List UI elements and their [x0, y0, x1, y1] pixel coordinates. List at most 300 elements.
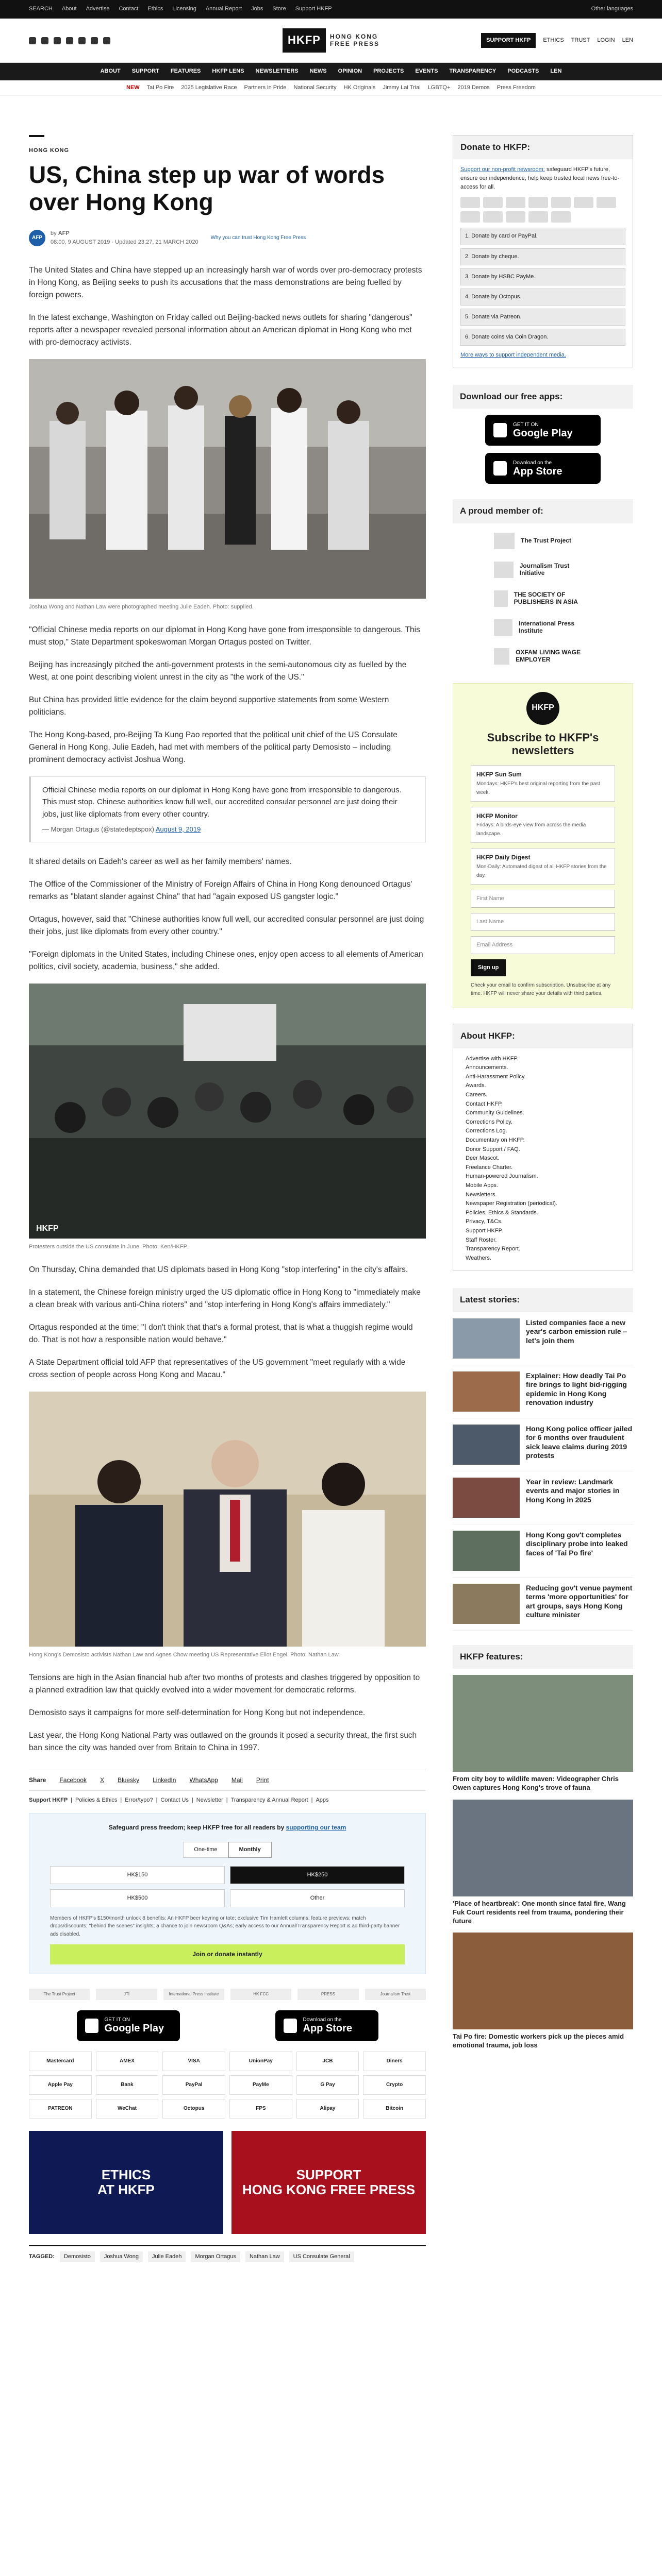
about-link[interactable]: Corrections Log.: [466, 1128, 507, 1134]
tag[interactable]: Julie Eadeh: [148, 2251, 186, 2262]
member-name: International Press Institute: [518, 620, 574, 634]
partner-logo[interactable]: HK FCC: [230, 1989, 291, 2000]
youtube-icon[interactable]: [66, 37, 73, 44]
feature-title: Tai Po fire: Domestic workers pick up the pieces amid emotional trauma, job loss: [453, 2032, 624, 2049]
google-play-small: GET IT ON: [513, 421, 539, 428]
link-support[interactable]: Support HKFP: [29, 1797, 68, 1804]
nav-lens[interactable]: HKFP LENS: [212, 68, 244, 75]
separator: |: [226, 1797, 228, 1804]
header-link-ethics[interactable]: ETHICS: [543, 37, 564, 43]
photo-consulate-protest: [29, 984, 426, 1239]
top-link-support[interactable]: Support HKFP: [295, 6, 332, 12]
trending-item[interactable]: National Security: [293, 84, 337, 91]
x-icon[interactable]: [41, 37, 48, 44]
newsletter-desc: Mon-Daily: Automated digest of all HKFP stories from the day.: [476, 864, 607, 879]
payment-logo: Bank: [96, 2075, 159, 2095]
google-play-small: GET IT ON: [104, 2017, 130, 2023]
member-logo[interactable]: [453, 530, 633, 552]
donate-widget: [453, 135, 633, 367]
nav-podcasts[interactable]: PODCASTS: [507, 68, 539, 75]
card-logo: [483, 211, 503, 223]
about-link[interactable]: Policies, Ethics & Standards.: [466, 1209, 538, 1216]
app-store-label: App Store: [303, 2023, 353, 2035]
share-facebook[interactable]: Facebook: [59, 1776, 87, 1784]
sidebar-google-play[interactable]: [485, 415, 601, 446]
share-label: Share: [29, 1776, 46, 1784]
separator: |: [156, 1797, 158, 1804]
paragraph: But China has provided little evidence for the claim beyond supportive statements from some Western politicians.: [29, 696, 389, 717]
about-link[interactable]: Contact HKFP.: [466, 1100, 503, 1107]
member-widget-title: A proud member of:: [453, 499, 633, 523]
linkedin-icon[interactable]: [78, 37, 86, 44]
share-bluesky[interactable]: Bluesky: [118, 1776, 140, 1784]
paragraph: The Office of the Commissioner of the Ministry of Foreign Affairs of China in Hong Kong denounced Ortagus' remarks as "blatant slander against China" that had "again exposed US gangster logic.": [29, 880, 412, 902]
paragraph: "Official Chinese media reports on our diplomat in Hong Kong have gone from irresponsible to dangerous. This must stop," State Department spokeswoman Morgan Ortagus posted on Twitter.: [29, 625, 420, 647]
story-item[interactable]: [453, 1584, 633, 1631]
story-title: Year in review: Landmark events and major stories in Hong Kong in 2025: [526, 1477, 620, 1504]
story-thumbnail: [453, 1478, 520, 1518]
member-name: Journalism Trust Initiative: [519, 562, 570, 577]
card-logo: [551, 211, 571, 223]
header-link-lens[interactable]: LEN: [622, 37, 633, 43]
member-logo[interactable]: [453, 645, 633, 668]
story-thumbnail: [453, 1584, 520, 1624]
trending-item[interactable]: Press Freedom: [496, 84, 536, 91]
story-thumbnail: [453, 1371, 520, 1412]
newsletter-desc: Mondays: HKFP's best original reporting from the past week.: [476, 781, 600, 795]
payment-methods: [29, 2052, 426, 2119]
share-mail[interactable]: Mail: [231, 1776, 243, 1784]
feature-thumbnail: [453, 1800, 633, 1896]
about-link[interactable]: Newsletters.: [466, 1191, 497, 1198]
sidebar: [453, 96, 633, 2057]
photo-engel-meeting: [29, 1392, 426, 1647]
donate-intro-link[interactable]: Support our non-profit newsroom:: [460, 166, 545, 173]
last-name-field[interactable]: Last Name: [471, 913, 615, 931]
card-logo: [528, 197, 548, 208]
partner-logo[interactable]: PRESS: [297, 1989, 358, 2000]
about-link[interactable]: Awards.: [466, 1082, 486, 1089]
about-link[interactable]: Newspaper Registration (periodical).: [466, 1200, 557, 1207]
donate-options: [453, 228, 633, 345]
paragraph: A State Department official told AFP that representatives of the US government "meet regularly with a wide cross section of people across Hong Kong and Macau.": [29, 1358, 406, 1380]
member-name: OXFAM LIVING WAGE EMPLOYER: [516, 649, 581, 663]
freq-monthly[interactable]: Monthly: [228, 1842, 272, 1858]
instagram-icon[interactable]: [54, 37, 61, 44]
donate-box: [29, 1813, 426, 1974]
story-title: Reducing gov't venue payment terms 'more opportunities' for art groups, says Hong Kong culture minister: [526, 1583, 633, 1619]
main-nav: [0, 63, 662, 80]
paragraph: In a statement, the Chinese foreign ministry urged the US diplomatic office in Hong Kong to "immediately make a clean break with various anti-China rioters" and "stop interfering in Hong Kong's affairs immediately.": [29, 1288, 421, 1310]
about-widget: [453, 1024, 633, 1270]
link-newsletter[interactable]: Newsletter: [196, 1797, 223, 1804]
story-thumbnail: [453, 1531, 520, 1571]
separator: |: [191, 1797, 193, 1804]
share-bar: [29, 1770, 426, 1791]
share-x[interactable]: X: [100, 1776, 105, 1784]
partner-logo[interactable]: The Trust Project: [29, 1989, 90, 2000]
member-logo[interactable]: [453, 558, 633, 581]
nav-opinion[interactable]: OPINION: [338, 68, 362, 75]
apps-widget: [453, 385, 633, 484]
top-link-contact[interactable]: Contact: [119, 6, 139, 12]
photo-caption: Protesters outside the US consulate in June. Photo: Ken/HKFP.: [29, 1244, 188, 1250]
top-link-licensing[interactable]: Licensing: [172, 6, 196, 12]
banner-line: AT HKFP: [97, 2181, 155, 2197]
banner-line: SUPPORT: [296, 2167, 361, 2183]
separator: |: [311, 1797, 313, 1804]
story-item[interactable]: [453, 1318, 633, 1365]
about-widget-title: About HKFP:: [453, 1024, 633, 1048]
search-link[interactable]: SEARCH: [29, 6, 53, 12]
payment-logo: PayPal: [162, 2075, 225, 2095]
language-link[interactable]: Other languages: [591, 6, 633, 12]
card-logo: [574, 197, 593, 208]
payment-logo: PATREON: [29, 2099, 92, 2119]
photo-caption: Hong Kong's Demosisto activists Nathan Law and Agnes Chow meeting US Representative Eliot Engel. Photo: Nathan Law.: [29, 1652, 340, 1658]
donate-option[interactable]: 6. Donate coins via Coin Dragon.: [460, 329, 625, 346]
first-name-field[interactable]: First Name: [471, 890, 615, 908]
tag[interactable]: Morgan Ortagus: [191, 2251, 240, 2262]
about-link[interactable]: Mobile Apps.: [466, 1182, 498, 1189]
paragraph: Ortagus, however, said that "Chinese authorities know full well, our accredited consular personnel are just doing their jobs, just like diplomats from every other country.": [29, 915, 424, 937]
article-dates: 08:00, 9 AUGUST 2019 · Updated 23:27, 21 MARCH 2020: [51, 239, 198, 245]
partner-logo[interactable]: Journalism Trust: [365, 1989, 426, 2000]
payment-logo: Bitcoin: [363, 2099, 426, 2119]
app-store-small: Download on the: [303, 2017, 342, 2023]
promo-banners: [29, 2131, 426, 2234]
about-link[interactable]: Transparency Report.: [466, 1246, 520, 1252]
about-link[interactable]: Community Guidelines.: [466, 1110, 524, 1116]
google-play-button[interactable]: [77, 2010, 180, 2041]
tag-list: [29, 2245, 426, 2262]
payment-logo: FPS: [229, 2099, 292, 2119]
story-item[interactable]: [453, 1371, 633, 1418]
email-field[interactable]: Email Address: [471, 936, 615, 954]
tag[interactable]: Nathan Law: [245, 2251, 284, 2262]
card-logo: [506, 197, 525, 208]
ethics-banner[interactable]: [29, 2131, 223, 2234]
logo-box: HKFP: [283, 28, 326, 52]
article: [29, 96, 426, 2262]
card-logo: [460, 211, 480, 223]
share-print[interactable]: Print: [256, 1776, 269, 1784]
top-link-jobs[interactable]: Jobs: [251, 6, 263, 12]
feature-title: From city boy to wildlife maven: Videographer Chris Owen captures Hong Kong's trove of fauna: [453, 1775, 619, 1791]
newsletter-name: HKFP Monitor: [476, 812, 518, 820]
newsletter-logo: HKFP: [526, 692, 559, 725]
newsletter-disclaimer: Check your email to confirm subscription. Unsubscribe at any time. HKFP will never share your details with third parties.: [471, 982, 611, 996]
donate-option[interactable]: 4. Donate by Octopus.: [460, 289, 625, 306]
payment-logo: Apple Pay: [29, 2075, 92, 2095]
separator: |: [120, 1797, 122, 1804]
tag[interactable]: US Consulate General: [289, 2251, 354, 2262]
trending-label: NEW: [126, 84, 140, 91]
header-link-trust[interactable]: TRUST: [571, 37, 590, 43]
paragraph: The United States and China have stepped up an increasingly harsh war of words over pro-democracy protests in Hong Kong, as Beijing seeks to push its accusations that the mass demonstrations are being fuelled by foreign powers.: [29, 265, 422, 299]
amount-option-selected[interactable]: HK$250: [230, 1866, 405, 1884]
logo-line-2: FREE PRESS: [329, 40, 379, 47]
paragraph: In the latest exchange, Washington on Friday called out Beijing-backed news outlets for sharing "dangerous" reports after a newspaper revealed personal information about an American diplomat in Hong Kong who met with pro-democracy activists.: [29, 313, 412, 347]
tag[interactable]: Joshua Wong: [100, 2251, 143, 2262]
join-donate-button[interactable]: Join or donate instantly: [50, 1944, 405, 1964]
partner-logo[interactable]: International Press Institute: [163, 1989, 224, 2000]
about-link[interactable]: Human-powered Journalism.: [466, 1173, 538, 1180]
payment-logo: Octopus: [162, 2099, 225, 2119]
header-link-login[interactable]: LOGIN: [597, 37, 615, 43]
author-name[interactable]: AFP: [58, 230, 70, 236]
top-link-annual-report[interactable]: Annual Report: [205, 6, 242, 12]
member-icon: [494, 619, 512, 636]
amount-options: [50, 1866, 405, 1907]
trending-bar: [0, 80, 662, 96]
nav-projects[interactable]: PROJECTS: [373, 68, 404, 75]
share-whatsapp[interactable]: WhatsApp: [189, 1776, 218, 1784]
donate-head: Safeguard press freedom; keep HKFP free for all readers by: [108, 1824, 285, 1832]
about-link[interactable]: Support HKFP.: [466, 1227, 503, 1234]
latest-stories: [453, 1288, 633, 1630]
tweet-author: — Morgan Ortagus (@statedeptspox): [42, 825, 154, 833]
donate-intro: safeguard HKFP's future, ensure our independence, help keep trusted local news free-to-access for all.: [460, 166, 620, 191]
payment-logo: Crypto: [363, 2075, 426, 2095]
share-linkedin[interactable]: LinkedIn: [153, 1776, 176, 1784]
paragraph: "Foreign diplomats in the United States, including Chinese ones, enjoy open access to all elements of American politics, civil society, academia, business," she added.: [29, 950, 423, 972]
tweet-text: Official Chinese media reports on our diplomat in Hong Kong have gone from irresponsible to dangerous. This must stop. Chinese authorities know full well, our accredited consular personnel are just doing their jobs, just like diplomats from every other country.: [42, 786, 402, 819]
about-link[interactable]: Deer Mascot.: [466, 1155, 500, 1162]
payment-logo: Alipay: [296, 2099, 359, 2119]
about-link[interactable]: Staff Roster.: [466, 1236, 497, 1243]
card-logo: [483, 197, 503, 208]
story-thumbnail: [453, 1425, 520, 1465]
nav-features[interactable]: FEATURES: [170, 68, 201, 75]
payment-logo: JCB: [296, 2052, 359, 2071]
title-rule: [29, 135, 44, 137]
feature-thumbnail: [453, 1933, 633, 2029]
photo-watermark: HKFP: [36, 1224, 59, 1233]
partner-logo[interactable]: JTI: [96, 1989, 157, 2000]
amount-option[interactable]: HK$500: [50, 1889, 225, 1907]
about-link[interactable]: Privacy, T&Cs.: [466, 1218, 503, 1225]
member-icon: [494, 533, 515, 549]
site-header: [0, 19, 662, 63]
photo-activists-meeting: [29, 359, 426, 599]
member-logo[interactable]: [453, 587, 633, 610]
trending-item[interactable]: LGBTQ+: [427, 84, 451, 91]
sidebar-app-store[interactable]: [485, 453, 601, 484]
trending-item[interactable]: Tai Po Fire: [146, 84, 174, 91]
google-play-label: Google Play: [513, 427, 573, 439]
story-item[interactable]: [453, 1425, 633, 1471]
photo-engel-meeting-image: [29, 1392, 426, 1647]
social-icons: [29, 37, 110, 44]
trending-item[interactable]: 2025 Legislative Race: [181, 84, 237, 91]
feature-item[interactable]: [453, 1800, 633, 1926]
byline-by: by: [51, 230, 57, 236]
story-title: Hong Kong gov't completes disciplinary probe into leaked faces of 'Tai Po fire': [526, 1530, 628, 1557]
payment-logo: UnionPay: [229, 2052, 292, 2071]
partner-logos: [29, 1989, 426, 2000]
story-item[interactable]: [453, 1531, 633, 1578]
member-widget: [453, 499, 633, 667]
nav-news[interactable]: NEWS: [309, 68, 327, 75]
tweet-date-link[interactable]: August 9, 2019: [155, 825, 201, 833]
about-link[interactable]: Advertise with HKFP.: [466, 1055, 519, 1062]
app-buttons: [29, 2010, 426, 2041]
about-link[interactable]: Donor Support / FAQ.: [466, 1146, 520, 1153]
about-link[interactable]: Documentary on HKFP.: [466, 1137, 525, 1144]
threads-icon[interactable]: [91, 37, 98, 44]
byline: [29, 229, 426, 247]
link-error[interactable]: Error/typo?: [125, 1797, 153, 1804]
card-logo: [506, 211, 525, 223]
story-title: Listed companies face a new year's carbon emission rule – let's join them: [526, 1318, 627, 1345]
story-item[interactable]: [453, 1478, 633, 1524]
amount-option-other[interactable]: Other: [230, 1889, 405, 1907]
apps-widget-title: Download our free apps:: [453, 385, 633, 409]
feature-thumbnail: [453, 1675, 633, 1772]
newsletter-desc: Fridays: A birds-eye view from across the media landscape.: [476, 822, 586, 837]
nav-newsletters[interactable]: NEWSLETTERS: [255, 68, 299, 75]
app-store-label: App Store: [513, 465, 562, 477]
paragraph: Tensions are high in the Asian financial hub after two months of protests and clashes triggered by opposition to a planned extradition law that quickly evolved into a wider movement for democratic reforms.: [29, 1673, 420, 1695]
article-title: US, China step up war of words over Hong Kong: [29, 161, 385, 215]
freq-one-time[interactable]: One-time: [183, 1842, 228, 1858]
about-link[interactable]: Anti-Harassment Policy.: [466, 1073, 526, 1080]
donate-option[interactable]: 1. Donate by card or PayPal.: [460, 228, 625, 245]
feature-item[interactable]: [453, 1933, 633, 2050]
support-hkfp-button[interactable]: SUPPORT HKFP: [481, 33, 536, 48]
link-contact[interactable]: Contact Us: [160, 1797, 189, 1804]
facebook-icon[interactable]: [29, 37, 36, 44]
trending-item[interactable]: 2019 Demos: [457, 84, 490, 91]
link-policies[interactable]: Policies & Ethics: [75, 1797, 118, 1804]
about-link[interactable]: Weathers.: [466, 1255, 491, 1261]
trending-item[interactable]: HK Originals: [343, 84, 376, 91]
more-ways-link[interactable]: More ways to support independent media.: [460, 351, 566, 358]
member-logo[interactable]: [453, 616, 633, 639]
photo-consulate-protest-image: [29, 984, 426, 1239]
member-icon: [494, 648, 509, 665]
tag[interactable]: Demosisto: [60, 2251, 95, 2262]
app-store-small: Download on the: [513, 460, 552, 466]
donate-widget-title: Donate to HKFP:: [453, 135, 633, 159]
nav-transparency[interactable]: TRANSPARENCY: [449, 68, 496, 75]
member-icon: [494, 562, 514, 578]
donate-option[interactable]: 2. Donate by cheque.: [460, 248, 625, 265]
payment-logo: Mastercard: [29, 2052, 92, 2071]
story-title: Hong Kong police officer jailed for 6 months over fraudulent sick leave claims during 2019 protests: [526, 1424, 633, 1460]
payment-logo: WeChat: [96, 2099, 159, 2119]
link-apps[interactable]: Apps: [316, 1797, 329, 1804]
donate-option[interactable]: 3. Donate by HSBC PayMe.: [460, 268, 625, 285]
feature-item[interactable]: [453, 1675, 633, 1792]
nav-events[interactable]: EVENTS: [415, 68, 438, 75]
photo-caption: Joshua Wong and Nathan Law were photographed meeting Julie Eadeh. Photo: supplied.: [29, 604, 254, 611]
about-link[interactable]: Corrections Policy.: [466, 1118, 512, 1125]
google-play-label: Google Play: [104, 2023, 164, 2035]
trending-item[interactable]: Jimmy Lai Trial: [383, 84, 421, 91]
banner-line: HONG KONG FREE PRESS: [242, 2181, 416, 2197]
top-link-about[interactable]: About: [61, 6, 77, 12]
donate-head-link[interactable]: supporting our team: [286, 1824, 346, 1832]
top-link-advertise[interactable]: Advertise: [86, 6, 110, 12]
paragraph: Demosisto says it campaigns for more self-determination for Hong Kong but not independence.: [29, 1708, 366, 1718]
card-logo: [597, 197, 616, 208]
photo-activists-meeting-image: [29, 359, 426, 599]
signup-button[interactable]: Sign up: [471, 959, 506, 976]
top-utility-bar: [0, 0, 662, 19]
paragraph: It shared details on Eadeh's career as well as her family members' names.: [29, 857, 292, 867]
card-logo: [460, 197, 480, 208]
paragraph: Ortagus responded at the time: "I don't think that that's a formal protest, that is what a thuggish regime would do. That is not how a responsible nation would behave.": [29, 1323, 413, 1345]
banner-line: ETHICS: [101, 2167, 151, 2183]
newsletter-option[interactable]: [471, 848, 615, 885]
newsletter-option[interactable]: [471, 807, 615, 843]
top-link-store[interactable]: Store: [272, 6, 286, 12]
card-logos: [453, 197, 633, 223]
newsletter-title: Subscribe to HKFP's newsletters: [487, 731, 599, 757]
about-link[interactable]: Announcements.: [466, 1064, 508, 1071]
story-title: Explainer: How deadly Tai Po fire brings to light bid-rigging epidemic in Hong Kong renovation industry: [526, 1371, 627, 1407]
nav-about[interactable]: ABOUT: [100, 68, 121, 75]
story-thumbnail: [453, 1318, 520, 1359]
card-logo: [551, 197, 571, 208]
embedded-tweet: [29, 776, 426, 842]
newsletter-option[interactable]: [471, 765, 615, 802]
mail-icon[interactable]: [103, 37, 110, 44]
newsletter-widget: [453, 683, 633, 1009]
about-link[interactable]: Freelance Charter.: [466, 1164, 513, 1171]
top-link-ethics[interactable]: Ethics: [147, 6, 163, 12]
payment-logo: PayMe: [229, 2075, 292, 2095]
tags-label: TAGGED:: [29, 2253, 55, 2260]
paragraph: Beijing has increasingly pitched the anti-government protests in the semi-autonomous city as fuelled by the West, at one point describing violent unrest in the city as "the work of the US.": [29, 660, 407, 682]
membership-note: Members of HKFP's $150/month unlock 8 benefits: An HKFP beer keyring or tote; exclusive Tim Hamlett columns; feature previews; match drops/discounts; "behind the scenes" insights; a chance to join newsroom Q&As; early access to our Annual/Transparency Report & ad third-party banner ads disabled.: [50, 1915, 400, 1937]
donate-option[interactable]: 5. Donate via Patreon.: [460, 309, 625, 326]
member-name: The Trust Project: [521, 536, 572, 544]
newsletter-name: HKFP Daily Digest: [476, 854, 531, 861]
site-logo[interactable]: [283, 28, 379, 52]
feature-title: 'Place of heartbreak': One month since fatal fire, Wang Fuk Court residents reel from trauma, pondering their future: [453, 1899, 626, 1925]
trust-link[interactable]: Why you can trust Hong Kong Free Press: [210, 235, 306, 241]
support-banner[interactable]: [231, 2131, 426, 2234]
frequency-toggle: [50, 1842, 405, 1858]
member-name: THE SOCIETY OF PUBLISHERS IN ASIA: [514, 591, 578, 605]
nav-support[interactable]: SUPPORT: [131, 68, 159, 75]
article-category[interactable]: HONG KONG: [29, 147, 70, 154]
member-icon: [494, 590, 508, 607]
about-link[interactable]: Careers.: [466, 1092, 488, 1098]
paragraph: Last year, the Hong Kong National Party was outlawed on the grounds it posed a security threat, the first such ban since the city was handed over from Britain to China in 1997.: [29, 1731, 417, 1753]
paragraph: The Hong Kong-based, pro-Beijing Ta Kung Pao reported that the political unit chief of the US Consulate General in Hong Kong, Julie Eadeh, had met with members of the political party Demosisto – including prominent democracy activist Joshua Wong.: [29, 731, 398, 765]
payment-logo: VISA: [162, 2052, 225, 2071]
payment-logo: AMEX: [96, 2052, 159, 2071]
app-store-button[interactable]: [275, 2010, 378, 2041]
payment-logo: G Pay: [296, 2075, 359, 2095]
author-avatar[interactable]: AFP: [29, 230, 45, 246]
features-title: HKFP features:: [453, 1645, 633, 1669]
card-logo: [528, 211, 548, 223]
link-transparency[interactable]: Transparency & Annual Report: [230, 1797, 308, 1804]
payment-logo: Diners: [363, 2052, 426, 2071]
paragraph: On Thursday, China demanded that US diplomats based in Hong Kong "stop interfering" in the city's affairs.: [29, 1265, 408, 1275]
trending-item[interactable]: Partners in Pride: [244, 84, 287, 91]
nav-len[interactable]: LEN: [550, 68, 562, 75]
newsletter-name: HKFP Sun Sum: [476, 771, 522, 778]
footer-links-row: [29, 1796, 426, 1805]
amount-option[interactable]: HK$150: [50, 1866, 225, 1884]
features-widget: [453, 1645, 633, 2050]
